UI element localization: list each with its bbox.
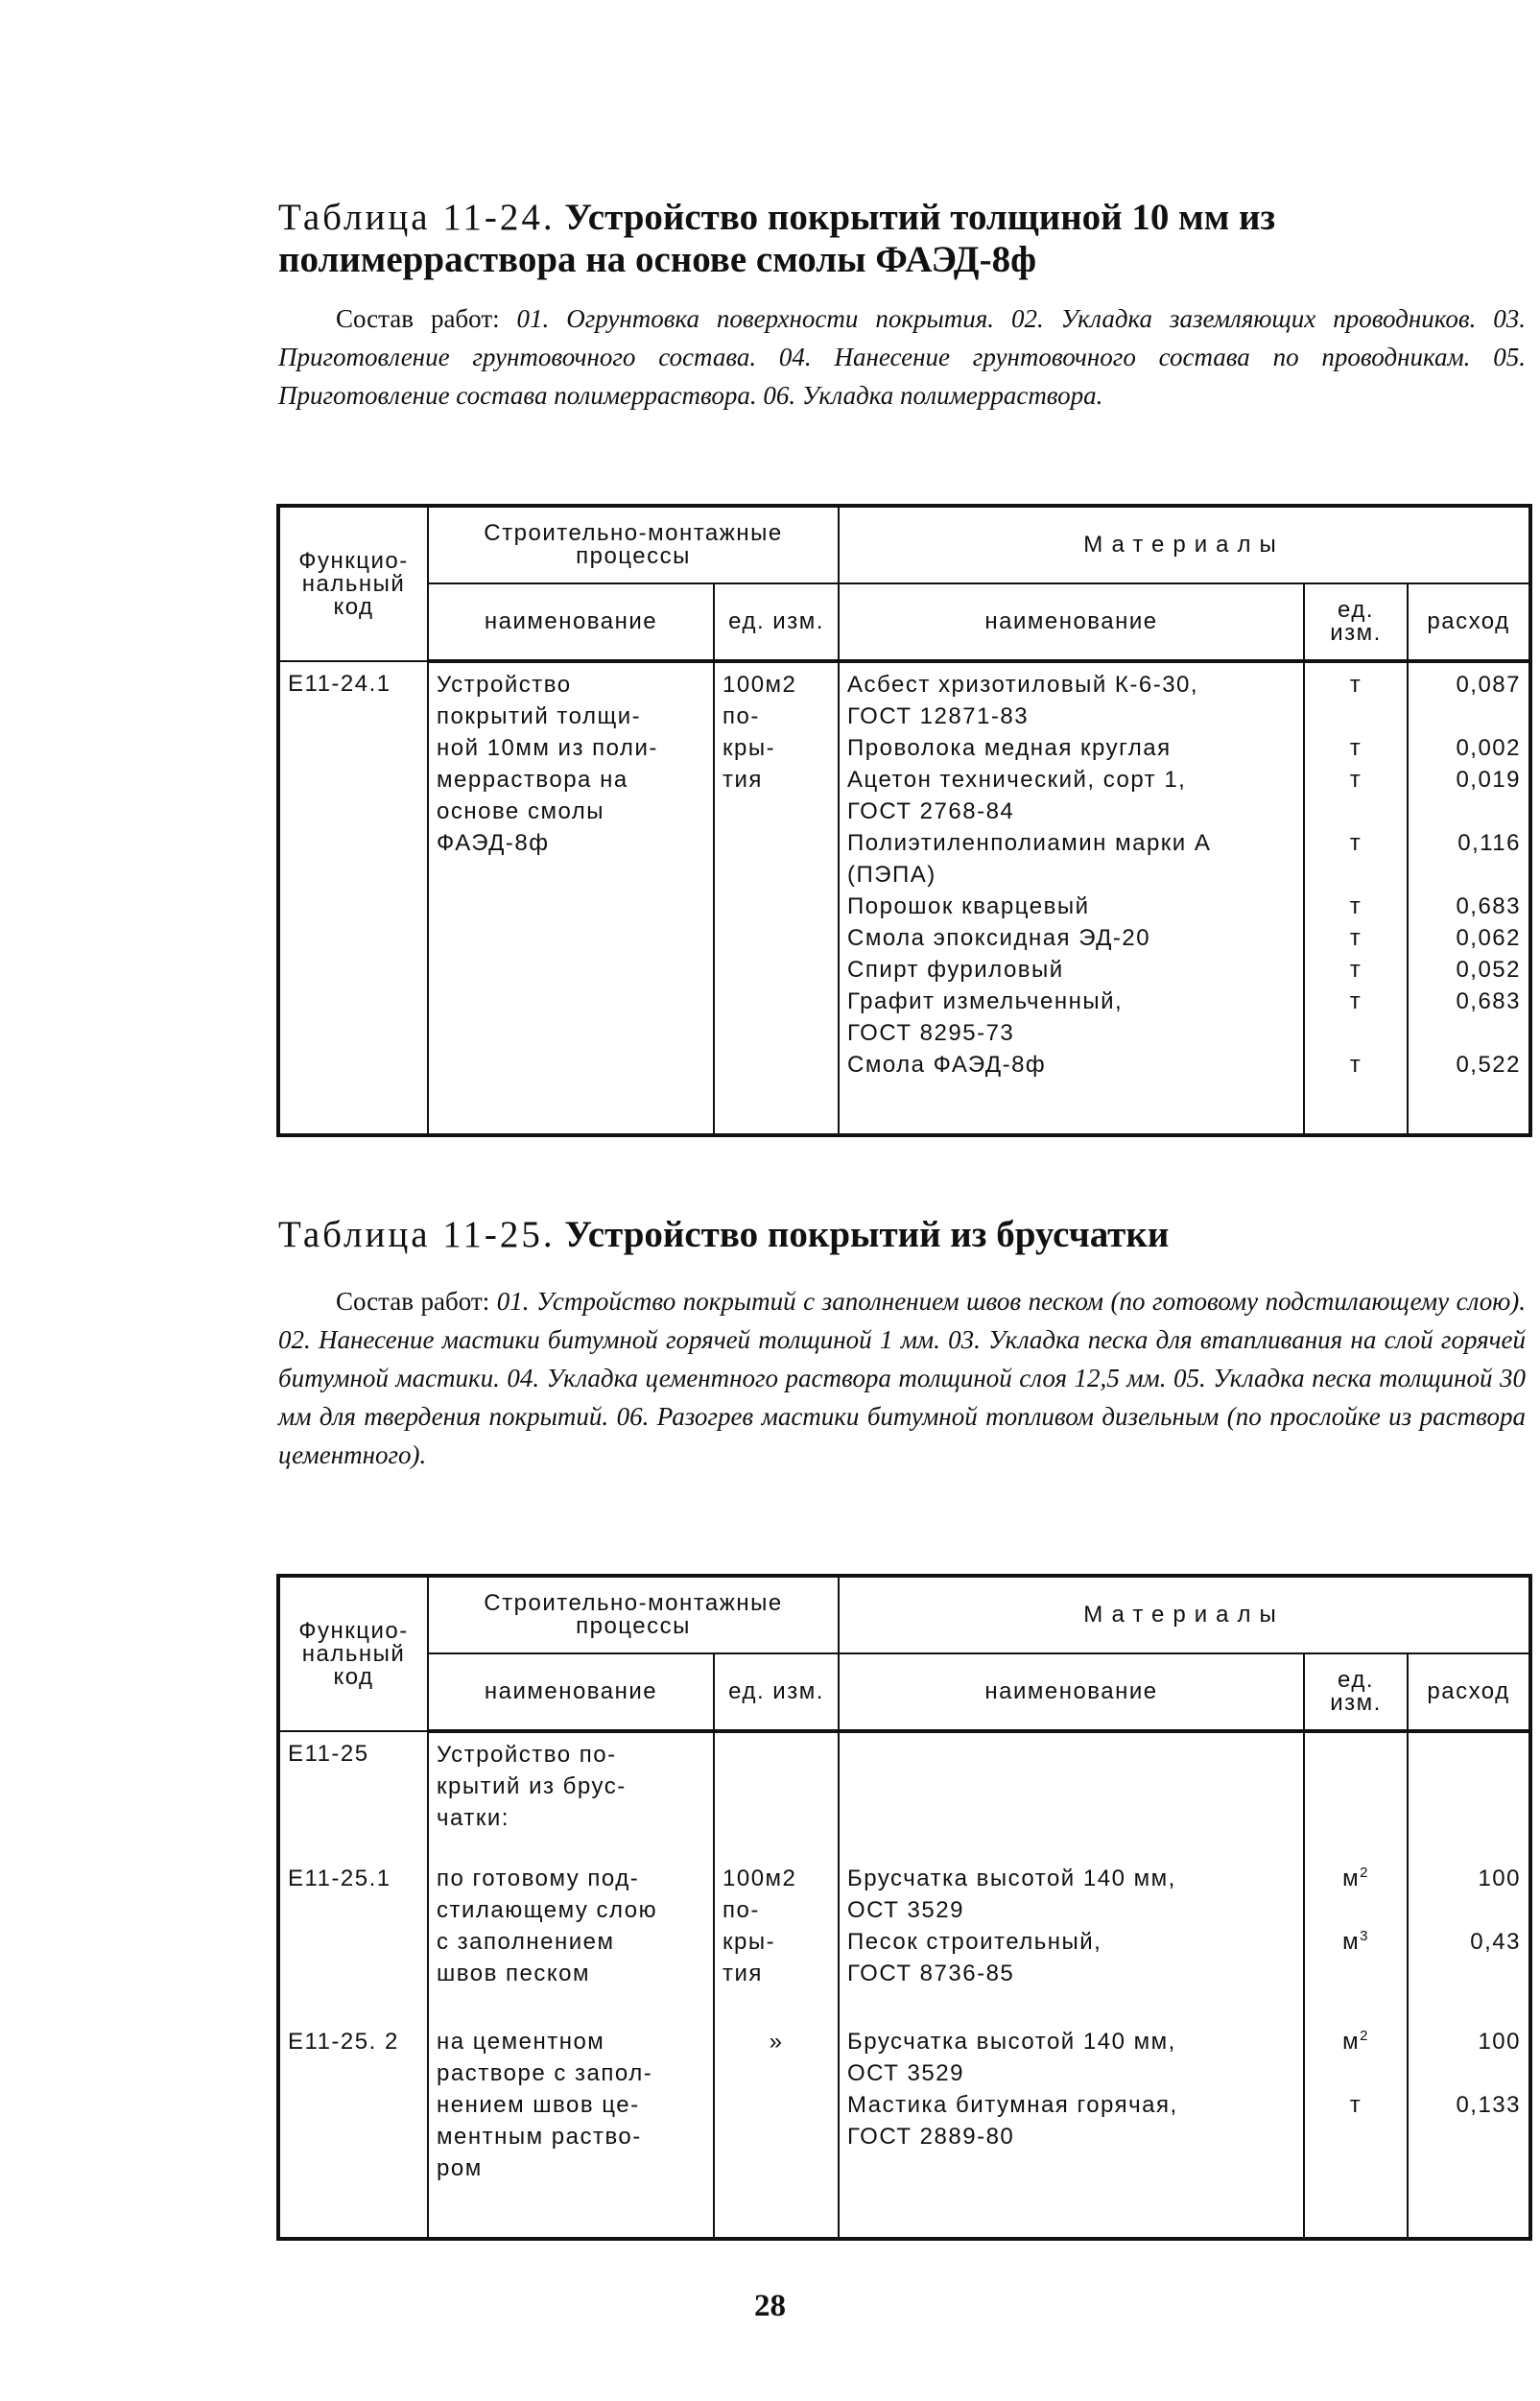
table-11-24 (276, 504, 1532, 1137)
header-material-unit: ед. изм. (1304, 1653, 1408, 1731)
material-name: Смола эпоксидная ЭД-20 (847, 925, 1151, 951)
material-unit: т (1349, 767, 1362, 793)
material-name: Полиэтиленполиамин марки А (847, 830, 1212, 856)
table-11-25 (276, 1574, 1532, 2241)
row-process-name (428, 661, 714, 1135)
row-material-names (839, 661, 1304, 1135)
row-code: Е11-24.1 (278, 661, 428, 1135)
material-rate: 0,087 (1456, 672, 1521, 698)
process-line: стилающему слою (437, 1897, 658, 1923)
row-material-units (1304, 1863, 1408, 2026)
work-composition-text: 01. Устройство покрытий с заполнением швов песком (по готовому подстилающему слою). 02. Нанесение мастики битумной горячей толщиной 1 мм. 03. Укладка песка для втапливания на слой горячей битумной мастики. 04. Укладка цементного раствора толщиной слоя 12,5 мм. 05. Укладка песка толщиной 30 мм для твердения покрытий. 06. Разогрев мастики битумной топливом дизельным (по прослойке из раствора цементного). (278, 1287, 1527, 1469)
process-line: покрытий толщи- (437, 703, 642, 729)
header-process-unit: ед. изм. (714, 583, 839, 661)
material-name: ГОСТ 2768-84 (847, 798, 1015, 824)
material-unit: т (1349, 893, 1362, 919)
material-name: Мастика битумная горячая, (847, 2092, 1178, 2118)
process-line: швов песком (437, 1961, 590, 1986)
unit-line: по- (723, 703, 760, 729)
process-line: основе смолы (437, 798, 605, 824)
header-material-rate: расход (1408, 1653, 1530, 1731)
header-processes: Строительно-монтажные процессы (428, 506, 839, 583)
material-name: Проволока медная круглая (847, 735, 1172, 761)
table-row (278, 2026, 1530, 2239)
process-line: Устройство (437, 672, 572, 698)
table-row-group (278, 1731, 1530, 1863)
material-rate: 0,062 (1456, 925, 1521, 951)
header-materials: Материалы (839, 1576, 1530, 1653)
header-materials: Материалы (839, 506, 1530, 583)
table-11-24-caption: Устройство покрытий толщиной 10 мм из полимерраствора на основе смолы ФАЭД-8ф (278, 197, 1276, 280)
table-11-25-title (278, 1214, 1526, 1256)
table-11-24-work-composition (278, 299, 1526, 415)
unit-line: тия (723, 767, 763, 793)
row-code: Е11-25. 2 (278, 2026, 428, 2239)
material-rate: 0,052 (1456, 957, 1521, 983)
row-code: Е11-25.1 (278, 1863, 428, 2026)
work-composition-label: Состав работ: (336, 304, 500, 333)
unit-line: кры- (723, 1929, 776, 1955)
material-name: ГОСТ 2889-80 (847, 2124, 1015, 2150)
unit-line: кры- (723, 735, 776, 761)
unit-line: 100м2 (723, 672, 797, 698)
material-name: Спирт фуриловый (847, 957, 1064, 983)
header-process-name: наименование (428, 1653, 714, 1731)
table-11-24-title (278, 197, 1526, 281)
unit-line: 100м2 (723, 1866, 797, 1891)
material-unit: т (1349, 988, 1362, 1014)
row-process-unit (714, 2026, 839, 2239)
material-unit: т (1349, 735, 1362, 761)
row-process-name (428, 2026, 714, 2239)
work-composition-text: 01. Огрунтовка поверхности покрытия. 02. Укладка заземляющих проводников. 03. Приготовление грунтовочного состава. 04. Нанесение грунтовочного состава по проводникам. 05. Приготовление состава полимерраствора. 06. Укладка полимерраствора. (278, 304, 1526, 410)
material-name: Смола ФАЭД-8ф (847, 1052, 1047, 1078)
process-line: растворе с запол- (437, 2060, 653, 2086)
unit-line: тия (723, 1961, 763, 1986)
material-rate: 0,133 (1456, 2092, 1521, 2118)
work-composition-label: Состав работ: (336, 1287, 490, 1316)
table-11-25-number: Таблица 11-25. (278, 1214, 556, 1255)
header-material-name: наименование (839, 1653, 1304, 1731)
material-unit: т (1349, 672, 1362, 698)
material-unit: $м^2$ (1342, 2028, 1369, 2055)
header-code: Функцио-нальный код (278, 1576, 428, 1731)
material-name: ГОСТ 8736-85 (847, 1961, 1015, 1986)
material-rate: 0,683 (1456, 893, 1521, 919)
row-material-rates (1408, 2026, 1530, 2239)
table-row (278, 1863, 1530, 2026)
material-name: ОСТ 3529 (847, 2060, 964, 2086)
material-name: Асбест хризотиловый К-6-30, (847, 672, 1199, 698)
material-rate: 0,116 (1457, 830, 1521, 856)
material-name: Порошок кварцевый (847, 893, 1090, 919)
material-name: ГОСТ 8295-73 (847, 1020, 1015, 1046)
material-unit: $м^3$ (1342, 1928, 1369, 1955)
material-name: ГОСТ 12871-83 (847, 703, 1030, 729)
row-process-unit (714, 1863, 839, 2026)
table-11-25-caption: Устройство покрытий из брусчатки (564, 1214, 1170, 1255)
material-name: Песок строительный, (847, 1929, 1102, 1955)
unit-line: » (769, 2029, 784, 2055)
header-process-unit: ед. изм. (714, 1653, 839, 1731)
material-unit: т (1349, 2092, 1362, 2118)
material-name: ОСТ 3529 (847, 1897, 964, 1923)
process-line: нением швов це- (437, 2092, 640, 2118)
process-line: чатки: (437, 1805, 509, 1831)
group-process-name (428, 1731, 714, 1863)
row-material-names (839, 1863, 1304, 2026)
process-line: крытий из брус- (437, 1773, 627, 1799)
process-line: по готовому под- (437, 1866, 640, 1891)
material-rate: 0,522 (1456, 1052, 1521, 1078)
process-line: ментным раство- (437, 2124, 642, 2150)
material-rate: 0,683 (1456, 988, 1521, 1014)
material-rate: 0,019 (1456, 767, 1521, 793)
page-number: 28 (754, 2289, 786, 2323)
process-line: с заполнением (437, 1929, 615, 1955)
header-material-unit: ед. изм. (1304, 583, 1408, 661)
material-name: Ацетон технический, сорт 1, (847, 767, 1187, 793)
material-rate: 100 (1478, 2029, 1521, 2055)
row-material-names (839, 2026, 1304, 2239)
unit-line: по- (723, 1897, 760, 1923)
material-unit: $м^2$ (1342, 1865, 1369, 1891)
table-11-24-number: Таблица 11-24. (278, 197, 556, 238)
header-material-name: наименование (839, 583, 1304, 661)
table-row (278, 661, 1530, 1135)
group-code: Е11-25 (278, 1731, 428, 1863)
material-unit: т (1349, 1052, 1362, 1078)
table-11-25-work-composition (278, 1282, 1526, 1474)
header-processes: Строительно-монтажные процессы (428, 1576, 839, 1653)
material-unit: т (1349, 830, 1362, 856)
material-name: Брусчатка высотой 140 мм, (847, 1866, 1176, 1891)
material-unit: т (1349, 925, 1362, 951)
header-process-name: наименование (428, 583, 714, 661)
process-line: на цементном (437, 2029, 605, 2055)
material-unit: т (1349, 957, 1362, 983)
row-material-units (1304, 661, 1408, 1135)
process-line: Устройство по- (437, 1742, 617, 1768)
row-material-rates (1408, 661, 1530, 1135)
material-name: Брусчатка высотой 140 мм, (847, 2029, 1176, 2055)
material-name: (ПЭПА) (847, 862, 936, 888)
row-material-rates (1408, 1863, 1530, 2026)
header-code: Функцио-нальный код (278, 506, 428, 661)
process-line: мерраствора на (437, 767, 628, 793)
material-rate: 0,002 (1456, 735, 1521, 761)
material-rate: 100 (1478, 1866, 1521, 1891)
material-name: Графит измельченный, (847, 988, 1124, 1014)
row-process-name (428, 1863, 714, 2026)
process-line: ной 10мм из поли- (437, 735, 658, 761)
row-material-units (1304, 2026, 1408, 2239)
material-rate: 0,43 (1470, 1929, 1521, 1955)
process-line: ром (437, 2155, 483, 2181)
header-material-rate: расход (1408, 583, 1530, 661)
row-process-unit (714, 661, 839, 1135)
process-line: ФАЭД-8ф (437, 830, 550, 856)
